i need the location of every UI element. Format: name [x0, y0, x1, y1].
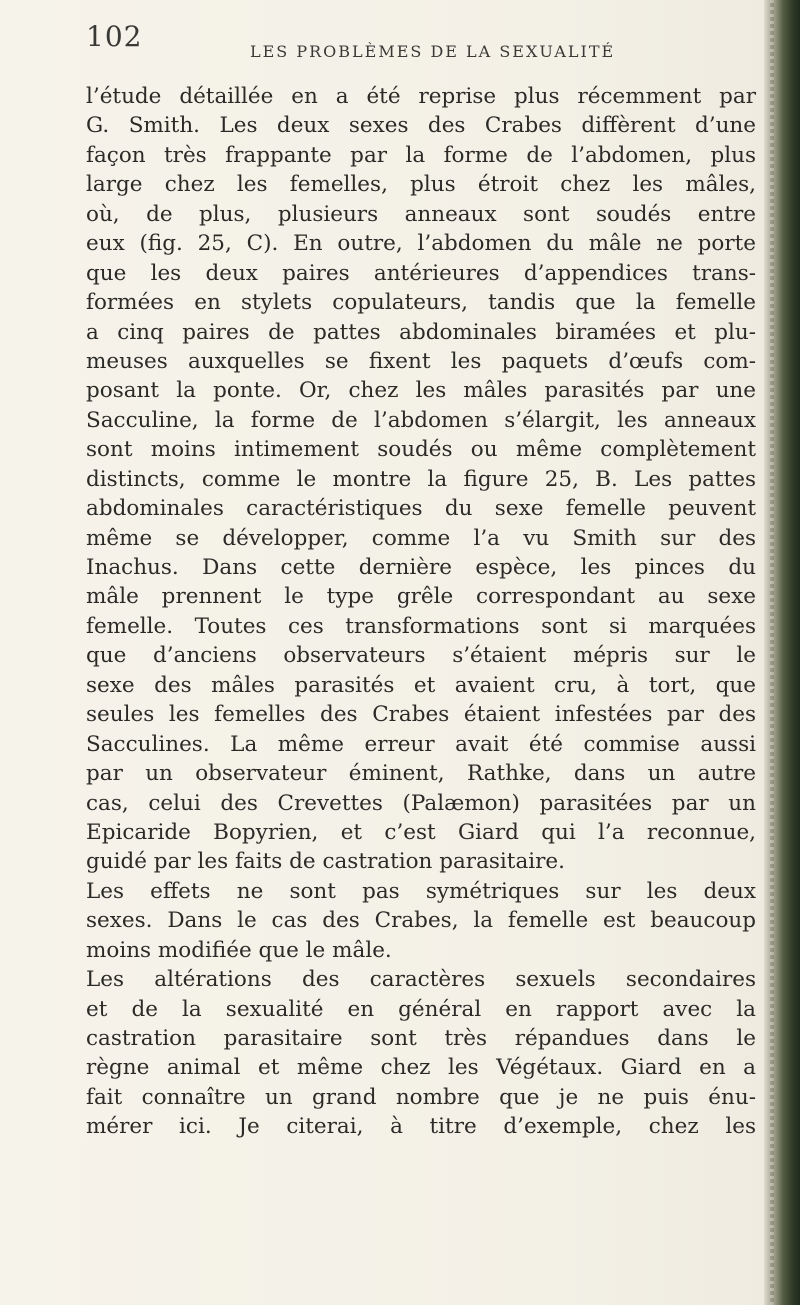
text-line: Les effets ne sont pas symétriques sur les deux [86, 878, 756, 904]
text-line: Inachus. Dans cette dernière espèce, les pinces du [86, 555, 756, 580]
text-line: l’étude détaillée en a été reprise plus récemment par [86, 84, 756, 109]
text-line: abdominales caractéristiques du sexe femelle peuvent [86, 496, 756, 522]
text-line: femelle. Toutes ces transformations sont si marquées [86, 613, 756, 639]
page-number: 102 [86, 20, 143, 53]
text-line: Les altérations des caractères sexuels secondaires [86, 967, 756, 993]
text-line: que les deux paires antérieures d’appendices trans- [86, 260, 756, 286]
body-text [86, 82, 756, 1142]
text-line: seules les femelles des Crabes étaient infestées par des [86, 702, 756, 728]
running-header: LES PROBLÈMES DE LA SEXUALITÉ [250, 42, 616, 61]
text-line: même se développer, comme l’a vu Smith sur des [86, 525, 756, 551]
text-line: où, de plus, plusieurs anneaux sont soudés entre [86, 201, 756, 227]
text-line: eux (fig. 25, C). En outre, l’abdomen du mâle ne porte [86, 231, 756, 257]
text-line: castration parasitaire sont très répandues dans le [86, 1026, 756, 1051]
text-line: Sacculine, la forme de l’abdomen s’élargit, les anneaux [86, 407, 756, 433]
text-line: cas, celui des Crevettes (Palæmon) parasitées par un [86, 790, 756, 816]
text-line: Epicaride Bopyrien, et c’est Giard qui l’a reconnue, [86, 819, 756, 845]
text-line: mâle prennent le type grêle correspondant au sexe [86, 584, 756, 610]
book-binding-edge [764, 0, 800, 1305]
text-line: moins modifiée que le mâle. [86, 937, 392, 963]
text-line: sont moins intimement soudés ou même complètement [86, 437, 756, 463]
text-line: façon très frappante par la forme de l’abdomen, plus [86, 142, 756, 168]
text-line: guidé par les faits de castration parasitaire. [86, 849, 565, 875]
text-line: meuses auxquelles se fixent les paquets d’œufs com- [86, 348, 756, 374]
text-line: par un observateur éminent, Rathke, dans un autre [86, 761, 756, 787]
text-line: formées en stylets copulateurs, tandis que la femelle [86, 290, 756, 316]
text-line: Sacculines. La même erreur avait été commise aussi [86, 731, 756, 757]
text-line: a cinq paires de pattes abdominales biramées et plu- [86, 319, 756, 345]
text-line: sexe des mâles parasités et avaient cru, à tort, que [86, 672, 756, 698]
text-line: et de la sexualité en général en rapport avec la [86, 996, 756, 1022]
text-line: G. Smith. Les deux sexes des Crabes diffèrent d’une [86, 113, 756, 139]
text-line: posant la ponte. Or, chez les mâles parasités par une [86, 378, 756, 404]
text-line: large chez les femelles, plus étroit chez les mâles, [86, 172, 756, 198]
text-line: fait connaître un grand nombre que je ne puis énu- [86, 1084, 756, 1110]
text-line: que d’anciens observateurs s’étaient mépris sur le [86, 643, 756, 669]
text-line: sexes. Dans le cas des Crabes, la femelle est beaucoup [86, 908, 756, 934]
text-line: distincts, comme le montre la figure 25, B. Les pattes [86, 466, 756, 492]
text-line: mérer ici. Je citerai, à titre d’exemple, chez les [86, 1114, 756, 1140]
text-line: règne animal et même chez les Végétaux. Giard en a [86, 1055, 756, 1081]
